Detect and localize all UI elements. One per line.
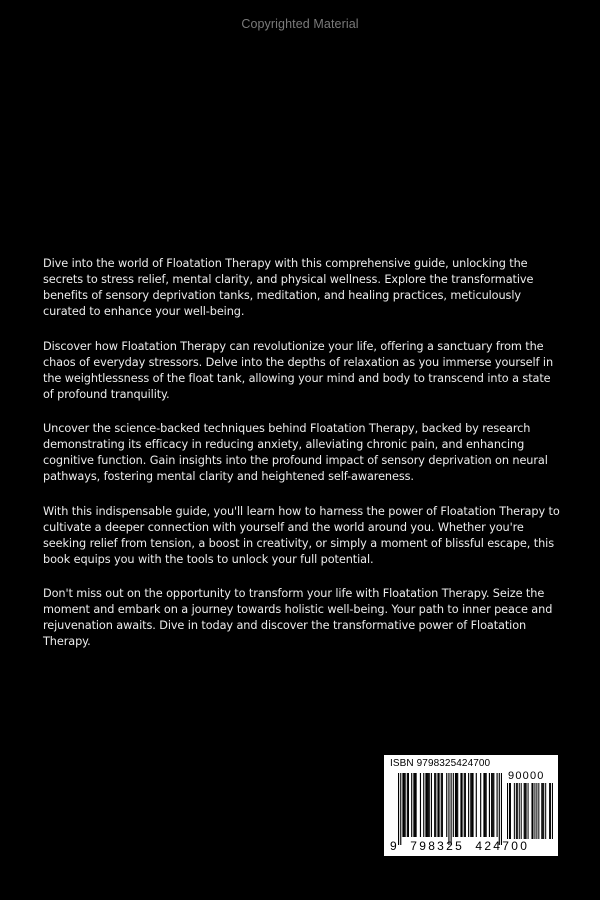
addon-barcode-bar [514, 783, 515, 839]
barcode-bar [420, 773, 421, 837]
addon-barcode-bar [521, 783, 522, 839]
barcode-bar [423, 773, 424, 837]
barcode-bar [497, 773, 498, 837]
addon-barcode-bar [550, 783, 551, 839]
addon-barcode-bar [532, 783, 533, 839]
barcode-bar [425, 773, 426, 837]
barcode-bar [405, 773, 406, 837]
barcode-bar [486, 773, 487, 837]
barcode-bar [442, 773, 443, 837]
barcode-bar [453, 773, 454, 837]
barcode-bar [468, 773, 469, 837]
blurb-paragraph-5: Don't miss out on the opportunity to transform your life with Floatation Therapy. Seize the moment and embark on a journey towards holistic well-being. Your path to inner peace and rejuvenation awaits. Dive in today and discover the transformative power of Floatation Therapy. [43, 587, 553, 648]
addon-barcode-bar [510, 783, 511, 839]
addon-barcode-bar [528, 783, 529, 839]
barcode-bar [472, 773, 473, 837]
isbn-barcode-box [384, 755, 558, 856]
barcode-bar [464, 773, 465, 837]
barcode-bar [408, 773, 409, 837]
barcode-bar [484, 773, 485, 837]
barcode-bar [407, 773, 408, 837]
addon-barcode-bar [519, 783, 520, 839]
addon-barcode-bar [526, 783, 527, 839]
blurb-paragraph-3: Uncover the science-backed techniques behind Floatation Therapy, backed by research demonstrating its efficacy in reducing anxiety, alleviating chronic pain, and enhancing cognitive function. Gain insights into the profound impact of sensory deprivation on neural pathways, fostering mental clarity and heightened self-awareness. [43, 422, 548, 483]
barcode-bar [428, 773, 429, 837]
addon-barcode-bar [507, 783, 508, 839]
barcode-bar [411, 773, 412, 837]
barcode-bar [461, 773, 462, 837]
addon-barcode-bar [552, 783, 553, 839]
addon-barcode-bar [531, 783, 532, 839]
addon-barcode-bar [543, 783, 544, 839]
barcode-bar [400, 773, 401, 845]
barcode-bar [455, 773, 456, 837]
addon-barcode-bar [525, 783, 526, 839]
barcode-bar [426, 773, 427, 837]
barcode-bar [471, 773, 472, 837]
barcode-bar [492, 773, 493, 837]
barcode-bar [489, 773, 490, 837]
blurb-paragraph-4: With this indispensable guide, you'll learn how to harness the power of Floatation Therapy to cultivate a deeper connection with yourself and the world around you. Whether you're seeking relief from tension, a boost in creativity, or simply a moment of blissful escape, this book equips you with the tools to unlock your full potential. [43, 504, 560, 566]
barcode-bar [434, 773, 435, 837]
addon-barcode-bar [541, 783, 542, 839]
barcode-bar [476, 773, 477, 837]
addon-barcode-bar [516, 783, 517, 839]
addon-barcode-bar [534, 783, 535, 839]
barcode-addon-digits: 90000 [508, 770, 545, 782]
isbn-label: ISBN 9798325424700 [390, 758, 491, 769]
addon-barcode-bar [536, 783, 537, 839]
addon-barcode-bar [509, 783, 510, 839]
barcode-bar [413, 773, 414, 837]
barcode-bar [398, 773, 399, 845]
barcode-bar [457, 773, 458, 837]
blurb-paragraph-2: Discover how Floatation Therapy can revolutionize your life, offering a sanctuary from the chaos of everyday stressors. Delve into the depths of relaxation as you immerse yourself in the weightlessness of the float tank, allowing your mind and body to transcend into a state of profound tranquility. [43, 339, 554, 401]
barcode-bar [416, 773, 417, 837]
barcode-bar [470, 773, 471, 837]
barcode-bar [499, 773, 500, 845]
barcode-bar [446, 773, 447, 837]
barcode-bar [437, 773, 438, 837]
barcode-bar [483, 773, 484, 837]
addon-barcode-bar [542, 783, 543, 839]
addon-barcode-bar [538, 783, 539, 839]
barcode-bar [501, 773, 502, 845]
addon-barcode-bar [517, 783, 518, 839]
copyright-watermark-top: Copyrighted Material [241, 17, 359, 31]
barcode-bar [414, 773, 415, 837]
addon-barcode-bar [549, 783, 550, 839]
barcode-bar [439, 773, 440, 837]
barcode-bar [435, 773, 436, 837]
addon-barcode [507, 783, 553, 839]
barcode-bar [493, 773, 494, 837]
barcode-bar [431, 773, 432, 837]
barcode-bar [429, 773, 430, 837]
barcode-bar [448, 773, 449, 845]
ean13-barcode [398, 773, 502, 845]
barcode-bar [402, 773, 403, 837]
addon-barcode-bar [524, 783, 525, 839]
barcode-bar [480, 773, 481, 837]
barcode-bar [441, 773, 442, 837]
back-cover-blurb [43, 256, 561, 669]
barcode-bar [460, 773, 461, 837]
barcode-bar [491, 773, 492, 837]
addon-barcode-bar [545, 783, 546, 839]
barcode-main-digits: 9 798325 424700 [390, 839, 530, 853]
blurb-paragraph-1: Dive into the world of Floatation Therapy with this comprehensive guide, unlocking the secrets to stress relief, mental clarity, and physical wellness. Explore the transformative benefits of sensory deprivation tanks, meditation, and healing practices, meticulously curated to enhance your well-being. [43, 257, 534, 318]
barcode-bar [456, 773, 457, 837]
barcode-bar [403, 773, 404, 837]
barcode-bar [451, 773, 452, 845]
barcode-bar [465, 773, 466, 837]
